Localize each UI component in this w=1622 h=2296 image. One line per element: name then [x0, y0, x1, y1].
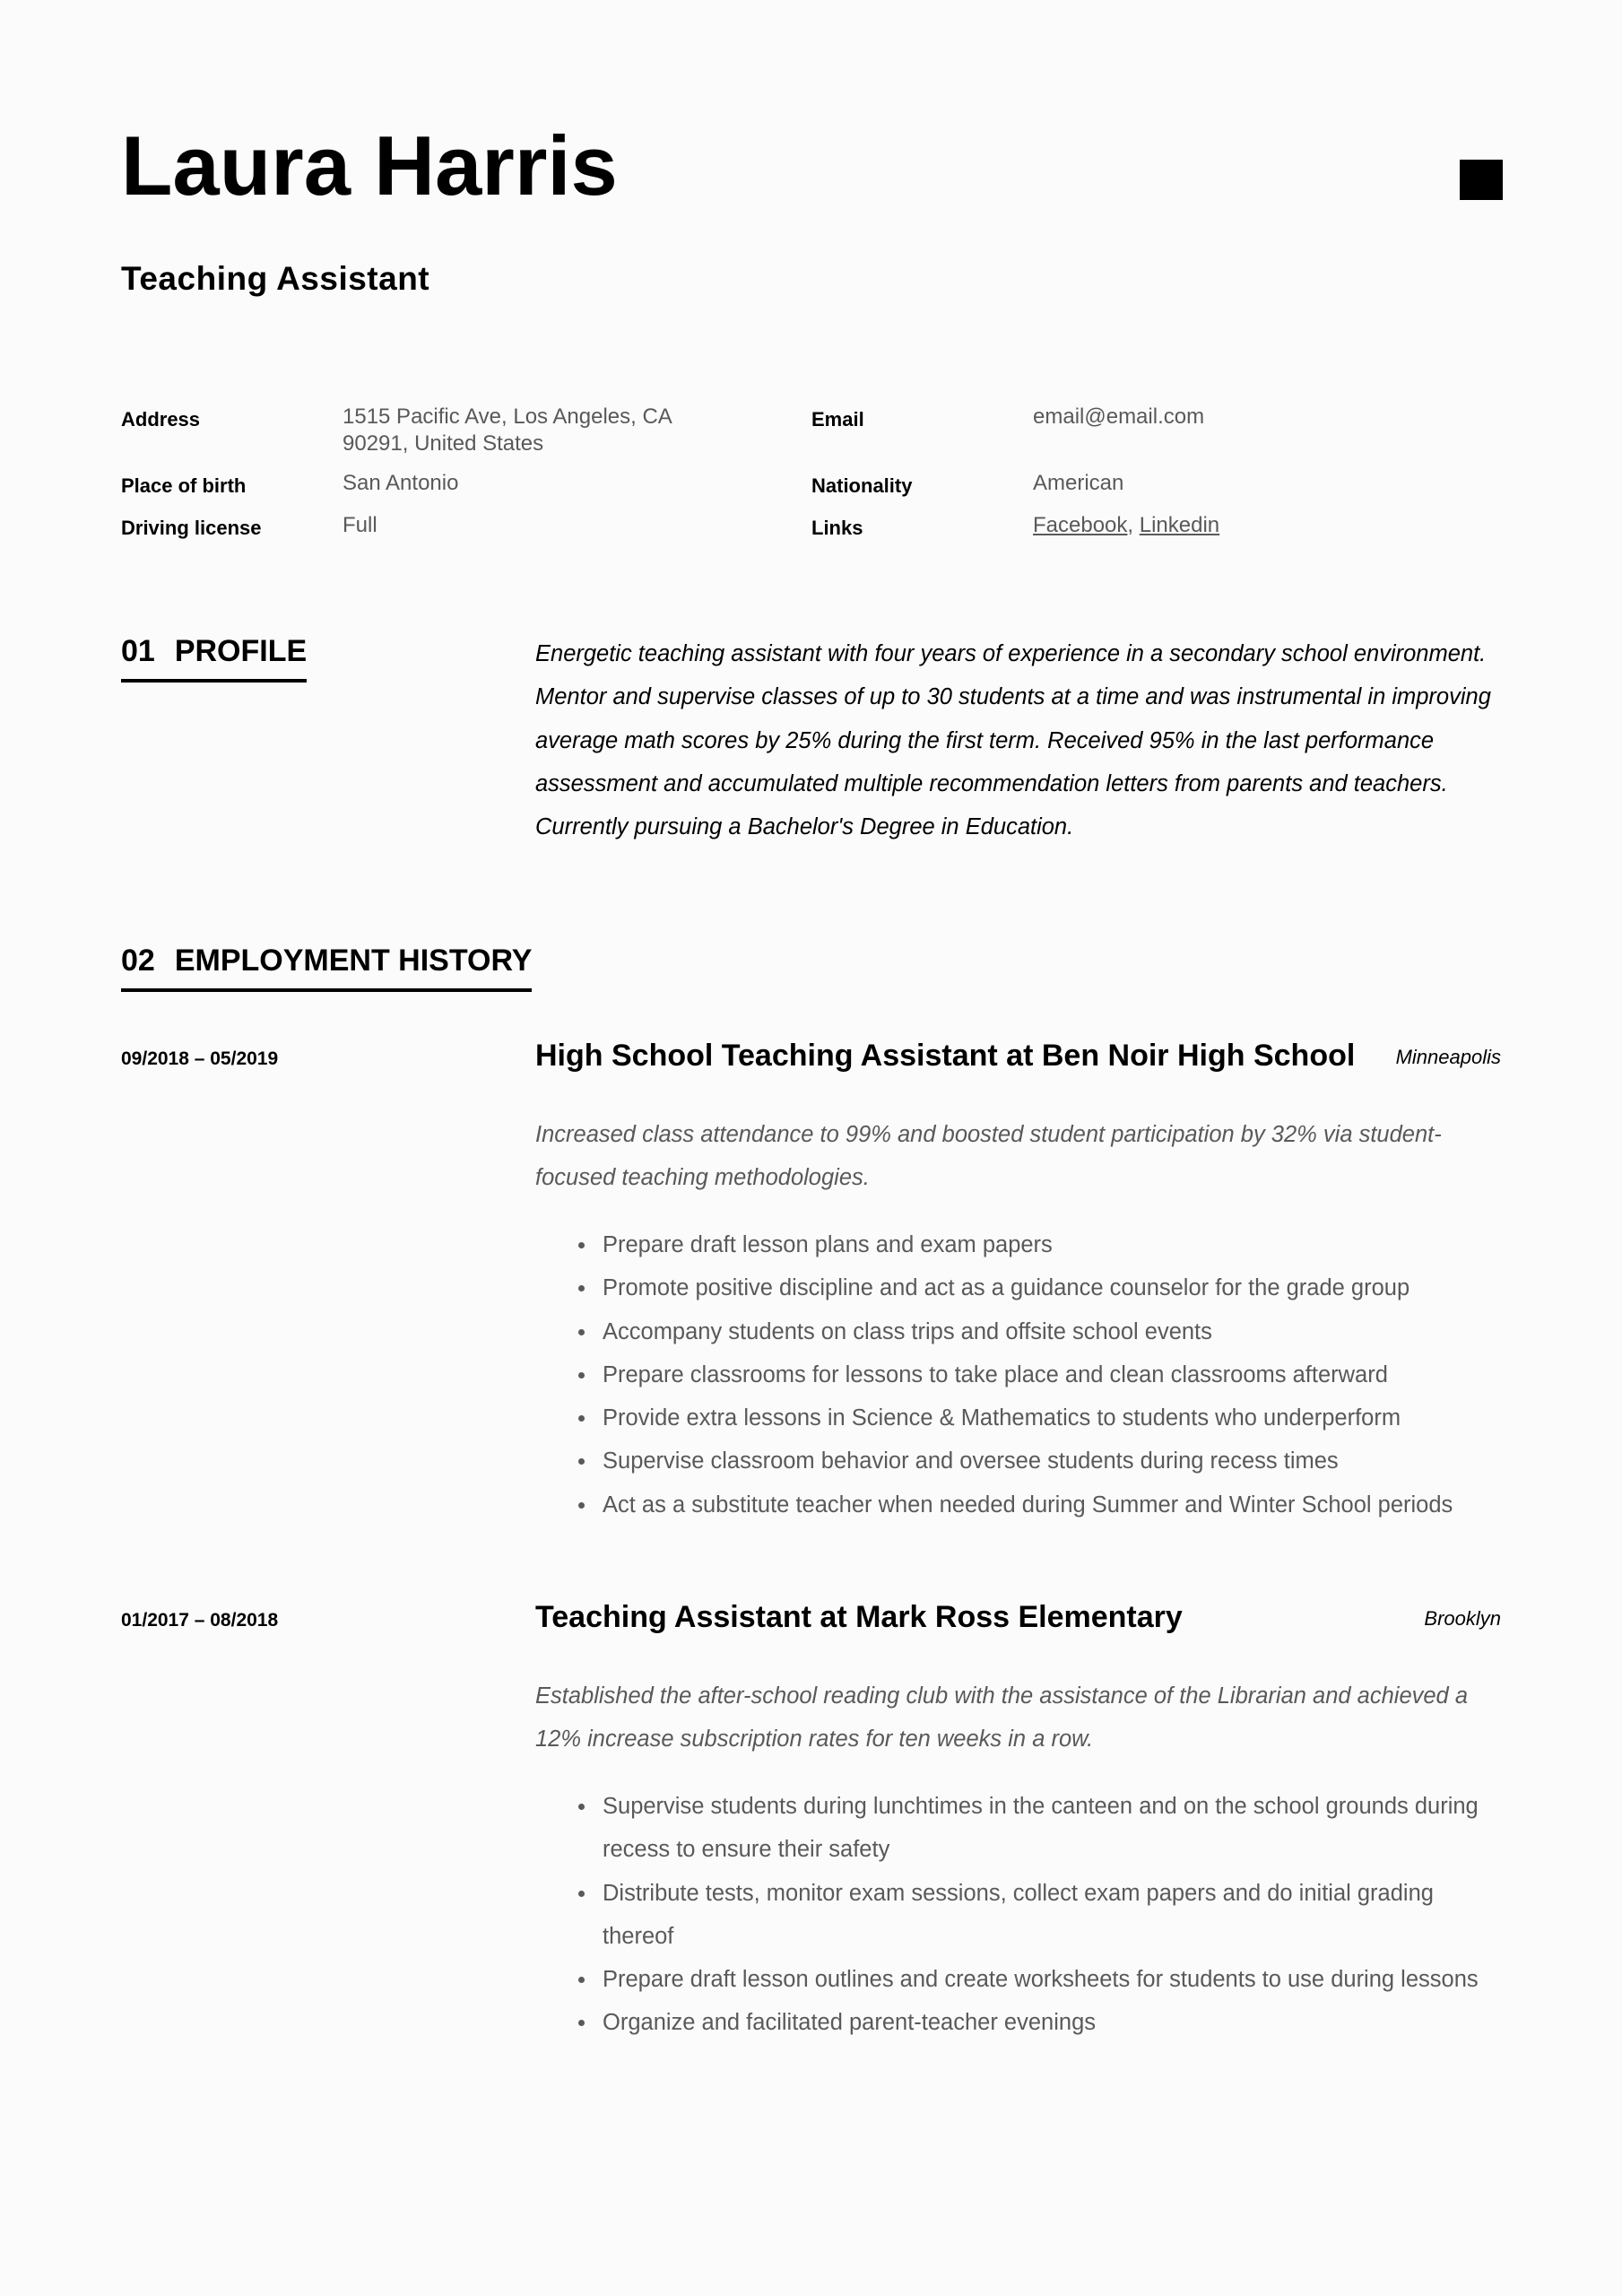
job-role: Teaching Assistant at Mark Ross Elementary — [535, 1600, 1183, 1634]
links-label: Links — [811, 517, 863, 539]
linkedin-link[interactable]: Linkedin — [1139, 513, 1220, 537]
square-logo-icon — [1460, 160, 1503, 200]
address-line-2: 90291, United States — [343, 431, 544, 456]
job-dates: 01/2017 – 08/2018 — [121, 1610, 279, 1631]
job-bullet: Organize and facilitated parent-teacher evenings — [535, 2001, 1504, 2044]
employment-section-title: EMPLOYMENT HISTORY — [174, 944, 533, 978]
driving-license-value: Full — [343, 513, 377, 537]
job-bullet: Distribute tests, monitor exam sessions, collect exam papers and do initial grading thereof — [535, 1872, 1504, 1959]
candidate-name: Laura Harris — [121, 118, 618, 213]
job-summary: Established the after-school reading club with the assistance of the Librarian and achieved a 12% increase subscription rates for ten weeks in a row. — [535, 1683, 1469, 1752]
job-bullet-list — [535, 1223, 1504, 1526]
address-value — [343, 404, 672, 457]
job-bullet: Promote positive discipline and act as a guidance counselor for the grade group — [535, 1266, 1504, 1309]
employment-history-heading — [121, 945, 532, 992]
job-bullet: Act as a substitute teacher when needed during Summer and Winter School periods — [535, 1483, 1504, 1526]
place-of-birth-value: San Antonio — [343, 471, 459, 495]
email-value: email@email.com — [1033, 404, 1205, 429]
address-label: Address — [121, 408, 201, 430]
job-bullet: Supervise students during lunchtimes in the canteen and on the school grounds during recess to ensure their safety — [535, 1785, 1504, 1872]
job-bullet-list — [535, 1785, 1504, 2045]
profile-section-title: PROFILE — [174, 634, 308, 668]
job-bullet: Supervise classroom behavior and oversee students during recess times — [535, 1439, 1504, 1483]
job-bullet: Prepare draft lesson outlines and create worksheets for students to use during lessons — [535, 1958, 1504, 2001]
nationality-label: Nationality — [811, 474, 913, 497]
job-role: High School Teaching Assistant at Ben Noir High School — [535, 1039, 1356, 1073]
job-bullet: Prepare classrooms for lessons to take place and clean classrooms afterward — [535, 1353, 1504, 1396]
personal-details — [121, 406, 1502, 559]
job-bullet: Prepare draft lesson plans and exam papers — [535, 1223, 1504, 1266]
job-bullet: Accompany students on class trips and offsite school events — [535, 1310, 1504, 1353]
profile-text: Energetic teaching assistant with four years of experience in a secondary school environment. Mentor and supervise classes of up to 30 students at a time and was instrumental in improving average math scores by 25% during the first term. Received 95% in the last performance assessment and accumulated multiple recommendation letters from parents and teachers. Currently pursuing a Bachelor's Degree in Education. — [535, 641, 1491, 840]
job-summary: Increased class attendance to 99% and boosted student participation by 32% via student-focused teaching methodologies. — [535, 1122, 1442, 1191]
links-separator: , — [1127, 513, 1140, 537]
job-location: Minneapolis — [1395, 1046, 1501, 1068]
job-dates: 09/2018 – 05/2019 — [121, 1048, 279, 1069]
employment-section-number: 02 — [121, 944, 155, 978]
profile-section-number: 01 — [121, 634, 155, 668]
job-location: Brooklyn — [1424, 1607, 1501, 1630]
driving-license-label: Driving license — [121, 517, 262, 539]
address-line-1: 1515 Pacific Ave, Los Angeles, CA — [343, 404, 672, 429]
place-of-birth-label: Place of birth — [121, 474, 247, 497]
profile-heading — [121, 636, 307, 683]
email-label: Email — [811, 408, 864, 430]
links-value — [1033, 512, 1219, 539]
candidate-job-title: Teaching Assistant — [121, 260, 430, 297]
facebook-link[interactable]: Facebook — [1033, 513, 1128, 537]
nationality-value: American — [1033, 471, 1124, 495]
job-bullet: Provide extra lessons in Science & Mathematics to students who underperform — [535, 1396, 1504, 1439]
